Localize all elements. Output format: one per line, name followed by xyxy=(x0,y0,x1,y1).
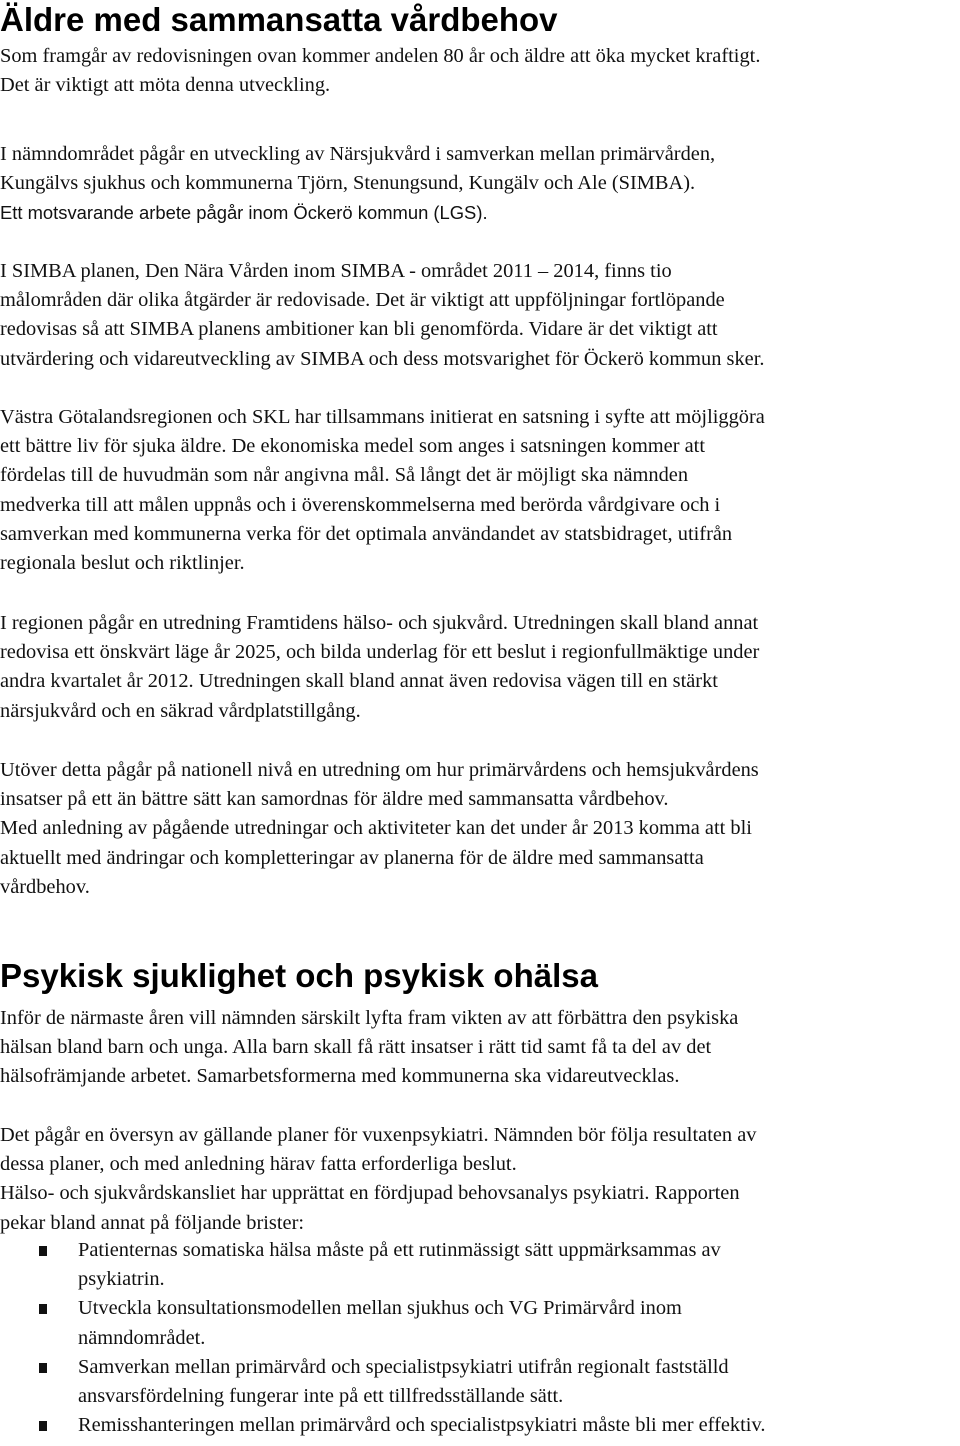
paragraph xyxy=(0,756,960,902)
paragraph xyxy=(0,609,960,726)
text-line: Det pågår en översyn av gällande planer för vuxenpsykiatri. Nämnden bör följa resultaten av xyxy=(0,1124,757,1146)
deficiency-list xyxy=(0,1236,960,1440)
text-line: insatser på ett än bättre sätt kan samordnas för äldre med sammansatta vårdbehov. xyxy=(0,788,669,811)
text-line: Utveckla konsultationsmodellen mellan sjukhus och VG Primärvård inom xyxy=(78,1297,682,1320)
text-line: närsjukvård och en säkrad vårdplatstillgång. xyxy=(0,699,361,722)
list-item xyxy=(0,1236,960,1294)
text-line: I SIMBA planen, Den Nära Vården inom SIMBA - området 2011 – 2014, finns tio xyxy=(0,260,672,282)
section-heading: Psykisk sjuklighet och psykisk ohälsa xyxy=(0,957,598,994)
text-line: I regionen pågår en utredning Framtidens hälso- och sjukvård. Utredningen skall bland annat xyxy=(0,612,759,634)
text-line: målområden där olika åtgärder är redovisade. Det är viktigt att uppföljningar fortlöpande xyxy=(0,289,725,312)
paragraph xyxy=(0,257,960,374)
text-line: hälsofrämjande arbetet. Samarbetsformerna med kommunerna ska vidareutvecklas. xyxy=(0,1065,680,1088)
text-line: Patienternas somatiska hälsa måste på ett rutinmässigt sätt uppmärksammas av xyxy=(78,1239,721,1261)
text-line: fördelas till de huvudmän som når angivna mål. Så långt det är möjligt ska nämnden xyxy=(0,464,689,487)
paragraph xyxy=(0,403,960,578)
text-line: nämndområdet. xyxy=(78,1326,206,1349)
text-line: Det är viktigt att möta denna utveckling. xyxy=(0,74,331,97)
text-line: Västra Götalandsregionen och SKL har tillsammans initierat en satsning i syfte att möjliggöra xyxy=(0,406,765,428)
square-bullet-icon xyxy=(39,1363,47,1373)
paragraph xyxy=(0,1004,960,1092)
text-line: Som framgår av redovisningen ovan kommer andelen 80 år och äldre att öka mycket kraftigt. xyxy=(0,45,761,67)
text-line: regionala beslut och riktlinjer. xyxy=(0,552,245,575)
text-line: vårdbehov. xyxy=(0,875,90,898)
paragraph xyxy=(0,42,960,100)
text-line: Kungälvs sjukhus och kommunerna Tjörn, Stenungsund, Kungälv och Ale (SIMBA). xyxy=(0,172,696,195)
text-line: ansvarsfördelning fungerar inte på ett tillfredsställande sätt. xyxy=(78,1385,564,1408)
square-bullet-icon xyxy=(39,1246,47,1256)
text-line: psykiatrin. xyxy=(78,1268,165,1291)
text-line: dessa planer, och med anledning härav fatta erforderliga beslut. xyxy=(0,1153,517,1176)
text-line: I nämndområdet pågår en utveckling av Närsjukvård i samverkan mellan primärvården, xyxy=(0,143,716,165)
text-line: aktuellt med ändringar och kompletteringar av planerna för de äldre med sammansatta xyxy=(0,846,704,869)
text-line: redovisa ett önskvärt läge år 2025, och bilda underlag för ett beslut i regionfullmäktige under xyxy=(0,641,760,664)
text-line: Med anledning av pågående utredningar och aktiviteter kan det under år 2013 komma att bli xyxy=(0,817,752,840)
text-line: Utöver detta pågår på nationell nivå en utredning om hur primärvårdens och hemsjukvårdens xyxy=(0,759,759,781)
text-line: Ett motsvarande arbete pågår inom Öckerö kommun (LGS). xyxy=(0,202,488,224)
paragraph xyxy=(0,1121,960,1238)
text-line: Samverkan mellan primärvård och specialistpsykiatri utifrån regionalt fastställd xyxy=(78,1355,729,1378)
square-bullet-icon xyxy=(39,1421,47,1431)
text-line: Remisshanteringen mellan primärvård och specialistpsykiatri måste bli mer effektiv. xyxy=(78,1414,766,1437)
text-line: Hälso- och sjukvårdskansliet har upprättat en fördjupad behovsanalys psykiatri. Rapporten xyxy=(0,1182,740,1205)
square-bullet-icon xyxy=(39,1304,47,1314)
paragraph xyxy=(0,140,960,228)
list-item xyxy=(0,1353,960,1411)
text-line: redovisas så att SIMBA planens ambitioner kan bli genomförda. Vidare är det viktigt att xyxy=(0,318,718,341)
text-line: medverka till att målen uppnås och i överenskommelserna med berörda vårdgivare och i xyxy=(0,493,721,516)
list-item xyxy=(0,1411,960,1440)
text-line: samverkan med kommunerna verka för det optimala användandet av statsbidraget, utifrån xyxy=(0,522,733,545)
text-line: utvärdering och vidareutveckling av SIMBA och dess motsvarighet för Öckerö kommun sker. xyxy=(0,347,765,370)
text-line: Inför de närmaste åren vill nämnden särskilt lyfta fram vikten av att förbättra den psykiska xyxy=(0,1007,739,1029)
text-line: andra kvartalet år 2012. Utredningen skall bland annat även redovisa vägen till en stärkt xyxy=(0,670,718,693)
text-line: ett bättre liv för sjuka äldre. De ekonomiska medel som anges i satsningen kommer att xyxy=(0,435,705,458)
list-item xyxy=(0,1294,960,1352)
text-line: hälsan bland barn och unga. Alla barn skall få rätt insatser i rätt tid samt få ta del av det xyxy=(0,1036,712,1059)
text-line: pekar bland annat på följande brister: xyxy=(0,1211,305,1234)
section-heading: Äldre med sammansatta vårdbehov xyxy=(0,1,558,38)
